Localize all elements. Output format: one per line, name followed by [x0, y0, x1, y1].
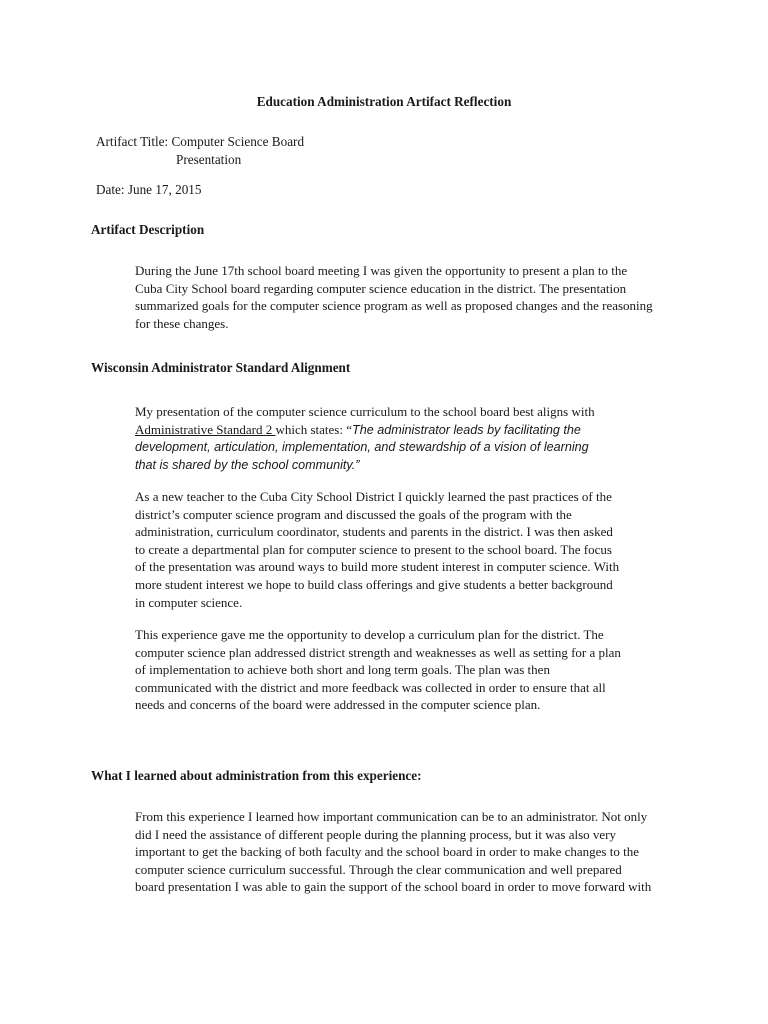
document-title: Education Administration Artifact Reflection	[256, 94, 512, 109]
artifact-title-value-line2: Presentation	[176, 152, 242, 167]
link-trailing-text: which states: “	[275, 421, 352, 437]
paragraph-line: During the June 17th school board meeting I was given the opportunity to present a plan to the	[135, 263, 628, 278]
paragraph-line: computer science curriculum successful. Through the clear communication and well prepared	[135, 861, 622, 877]
paragraph-line: did I need the assistance of different people during the planning process, but it was also very	[135, 826, 616, 842]
learned-paragraph	[135, 808, 695, 896]
artifact-title-block	[96, 133, 304, 169]
alignment-paragraph-1	[135, 403, 695, 474]
paragraph-line: needs and concerns of the board were addressed in the computer science plan.	[135, 697, 541, 713]
paragraph-line	[135, 421, 695, 440]
quote-line: that is shared by the school community.”	[135, 457, 360, 472]
quote-line: development, articulation, implementation, and stewardship of a vision of learning	[135, 440, 589, 455]
paragraph-line: of the presentation was around ways to build more student interest in computer science. With	[135, 559, 620, 575]
artifact-title-label: Artifact Title:	[96, 134, 169, 149]
paragraph-line: district’s computer science program and discussed the goals of the program with the	[135, 506, 572, 522]
paragraph-line: From this experience I learned how important communication can be to an administrator. Not only	[135, 809, 648, 824]
alignment-paragraph-3	[135, 626, 695, 714]
description-paragraph	[135, 262, 695, 332]
paragraph-line: board presentation I was able to gain the support of the school board in order to move forward with	[135, 879, 652, 895]
paragraph-line: As a new teacher to the Cuba City School District I quickly learned the past practices of the	[135, 489, 612, 504]
paragraph-line: summarized goals for the computer science program as well as proposed changes and the reasoning	[135, 298, 653, 314]
artifact-title-value-line1: Computer Science Board	[171, 134, 305, 149]
alignment-paragraph-2	[135, 488, 695, 611]
paragraph-line: important to get the backing of both faculty and the school board in order to make changes to the	[135, 844, 639, 860]
paragraph-line: computer science plan addressed district strength and weaknesses as well as setting for a plan	[135, 644, 621, 660]
heading-standard-alignment: Wisconsin Administrator Standard Alignment	[91, 360, 351, 375]
paragraph-line: of implementation to achieve both short and long term goals. The plan was then	[135, 662, 550, 678]
paragraph-line: This experience gave me the opportunity to develop a curriculum plan for the district. The	[135, 627, 604, 642]
paragraph-line: Cuba City School board regarding computer science education in the district. The presentation	[135, 280, 627, 296]
paragraph-line: My presentation of the computer science curriculum to the school board best aligns with	[135, 404, 595, 419]
paragraph-line: for these changes.	[135, 315, 229, 331]
paragraph-line: to create a departmental plan for computer science to present to the school board. The focus	[135, 541, 612, 557]
paragraph-line: more student interest we hope to build class offerings and give students a better background	[135, 576, 613, 592]
heading-artifact-description: Artifact Description	[91, 222, 205, 237]
paragraph-line: in computer science.	[135, 594, 243, 610]
heading-what-i-learned: What I learned about administration from this experience:	[91, 768, 422, 783]
paragraph-line: administration, curriculum coordinator, students and parents in the district. I was then asked	[135, 524, 613, 540]
standard-link[interactable]: Administrative Standard 2	[135, 421, 276, 437]
quote-start: The administrator leads by facilitating the	[352, 422, 581, 437]
paragraph-line: communicated with the district and more feedback was collected in order to ensure that all	[135, 679, 606, 695]
artifact-date: Date: June 17, 2015	[96, 182, 202, 197]
